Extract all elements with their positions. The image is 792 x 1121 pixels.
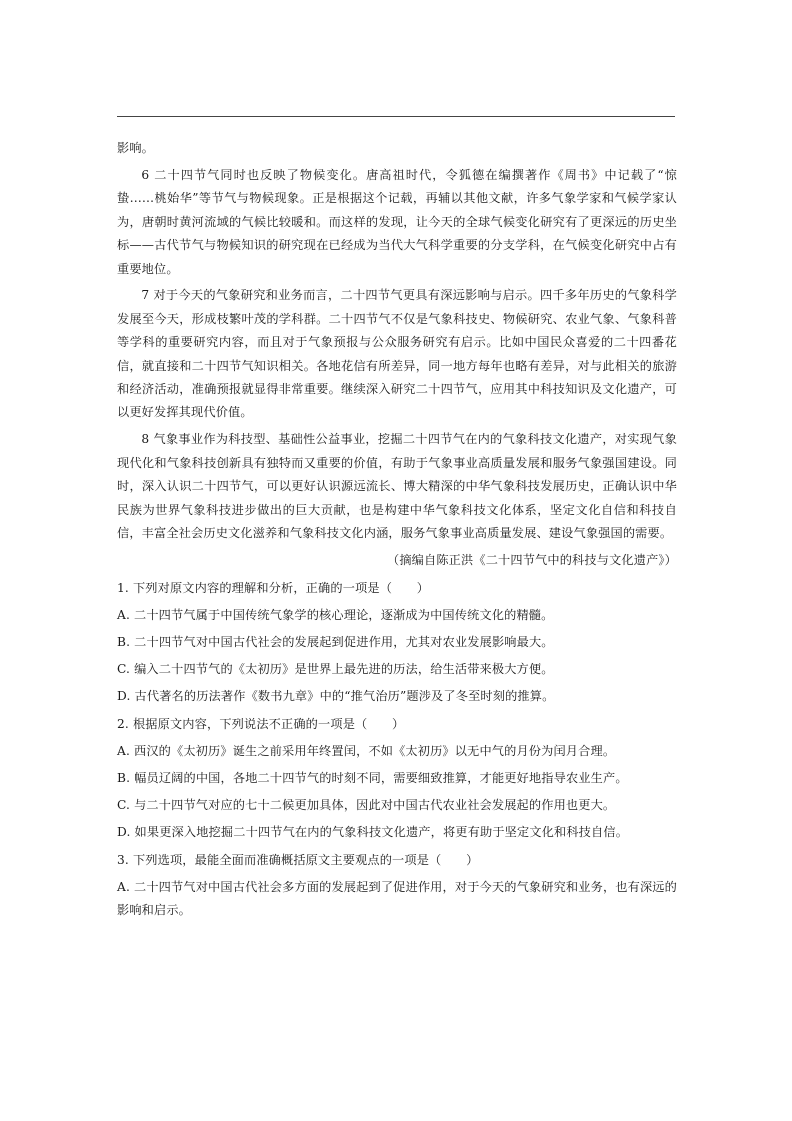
question-3 [117,849,677,923]
option-d: D. 古代著名的历法著作《数书九章》中的“推气治历”题涉及了冬至时刻的推算。 [117,689,555,704]
question-stem: 3. 下列选项，最能全面而准确概括原文主要观点的一项是（ ） [117,852,479,867]
option-c: C. 与二十四节气对应的七十二候更加具体，因此对中国古代农业社会发展起的作用也更大。 [117,798,616,813]
continuation-text: 影响。 [117,141,155,155]
article-body [117,137,677,923]
option-b: B. 幅员辽阔的中国，各地二十四节气的时刻不同，需要细致推算，才能更好地指导农业生产。 [117,771,628,786]
option-c: C. 编入二十四节气的《太初历》是世界上最先进的历法，给生活带来极大方便。 [117,662,554,677]
question-stem: 2. 根据原文内容，下列说法不正确的一项是（ ） [117,716,405,731]
paragraph-8: 8 气象事业作为科技型、基础性公益事业，挖掘二十四节气在内的气象科技文化遗产，对实现气象现代化和气象科技创新具有独特而又重要的价值，有助于气象事业高质量发展和服务气象强国建设。同时，深入认识二十四节气，可以更好认识源远流长、博大精深的中华气象科技发展历史，正确认识中华民族为世界气象科技进步做出的巨大贡献，也是构建中华气象科技文化体系，坚定文化自信和科技自信，丰富全社会历史文化滋养和气象科技文化内涵，服务气象事业高质量发展、建设气象强国的需要。 [117,432,677,540]
question-1 [117,577,677,709]
paragraph-7: 7 对于今天的气象研究和业务而言，二十四节气更具有深远影响与启示。四千多年历史的气象科学发展至今天，形成枝繁叶茂的学科群。二十四节气不仅是气象科技史、物候研究、农业气象、气象科普等学科的重要研究内容，而且对于气象预报与公众服务研究有启示。比如中国民众喜爱的二十四番花信，就直接和二十四节气知识相关。各地花信有所差异，同一地方每年也略有差异，对与此相关的旅游和经济活动，准确预报就显得非常重要。继续深入研究二十四节气，应用其中科技知识及文化遗产，可以更好发挥其现代价值。 [117,288,677,420]
option-b: B. 二十四节气对中国古代社会的发展起到促进作用，尤其对农业发展影响最大。 [117,635,554,650]
option-a: A. 二十四节气对中国古代社会多方面的发展起到了促进作用，对于今天的气象研究和业务，也有深远的影响和启示。 [117,879,677,918]
option-d: D. 如果更深入地挖掘二十四节气在内的气象科技文化遗产，将更有助于坚定文化和科技自信。 [117,825,629,840]
source-citation: （摘编自陈正洪《二十四节气中的科技与文化遗产》） [387,553,677,568]
question-stem: 1. 下列对原文内容的理解和分析，正确的一项是（ ） [117,580,430,595]
header-rule [117,116,675,117]
option-a: A. 西汉的《太初历》诞生之前采用年终置闰，不如《太初历》以无中气的月份为闰月合理。 [117,743,616,758]
paragraph-6: 6 二十四节气同时也反映了物候变化。唐高祖时代，令狐德在编撰著作《周书》中记载了“惊蛰……桃始华”等节气与物候现象。正是根据这个记载，再辅以其他文献，许多气象学家和气候学家认为，唐朝时黄河流域的气候比较暖和。而这样的发现，让今天的全球气候变化研究有了更深远的历史坐标——古代节气与物候知识的研究现在已经成为当代大气科学重要的分支学科，在气候变化研究中占有重要地位。 [117,167,677,276]
question-2 [117,713,677,845]
option-a: A. 二十四节气属于中国传统气象学的核心理论，逐渐成为中国传统文化的精髓。 [117,607,554,622]
